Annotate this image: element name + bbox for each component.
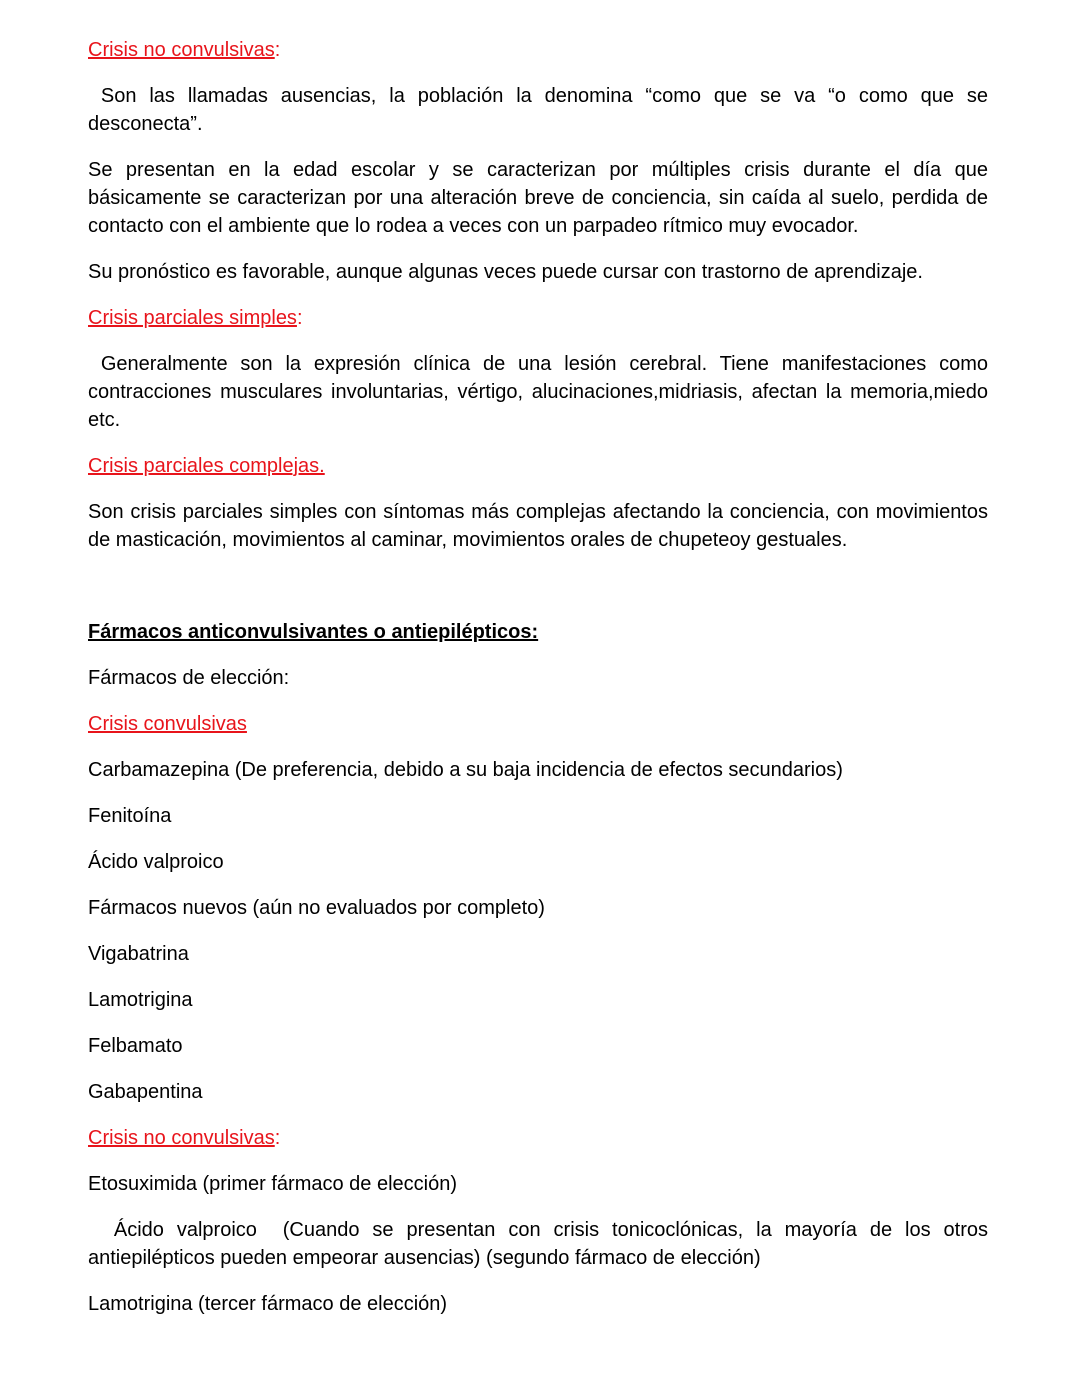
- paragraph: Son las llamadas ausencias, la población la denomina “como que se va “o como que se desconecta”.: [88, 85, 994, 135]
- list-item: Felbamato: [88, 1035, 183, 1057]
- list-item: Gabapentina: [88, 1081, 203, 1103]
- heading-crisis-parciales-simples: [88, 304, 988, 332]
- list-item: Fármacos nuevos (aún no evaluados por completo): [88, 897, 545, 919]
- heading-colon: :: [274, 1127, 281, 1149]
- list-item: Lamotrigina: [88, 989, 193, 1011]
- list-item: Etosuximida (primer fármaco de elección): [88, 1173, 458, 1195]
- list-item: Ácido valproico (Cuando se presentan con crisis tonicoclónicas, la mayoría de los otros antiepilépticos pueden empeorar ausencias) (segundo fármaco de elección): [88, 1219, 994, 1269]
- heading-text: Crisis convulsivas: [88, 713, 247, 735]
- document-page: [88, 36, 994, 1336]
- list-item: Ácido valproico: [88, 851, 224, 873]
- heading-crisis-convulsivas: [88, 710, 988, 738]
- list-item: Carbamazepina (De preferencia, debido a su baja incidencia de efectos secundarios): [88, 759, 843, 781]
- blank-line: [88, 572, 988, 600]
- heading-text: Crisis parciales complejas.: [88, 455, 325, 477]
- paragraph: Fármacos de elección:: [88, 667, 290, 689]
- list-item: Fenitoína: [88, 805, 172, 827]
- paragraph: Su pronóstico es favorable, aunque algunas veces puede cursar con trastorno de aprendizaje.: [88, 261, 923, 283]
- list-item: Lamotrigina (tercer fármaco de elección): [88, 1293, 448, 1315]
- heading-crisis-parciales-complejas: [88, 452, 988, 480]
- list-item: Vigabatrina: [88, 943, 189, 965]
- heading-colon: :: [296, 307, 303, 329]
- heading-crisis-no-convulsivas: [88, 36, 988, 64]
- heading-colon: :: [274, 39, 281, 61]
- heading-crisis-no-convulsivas-drugs: [88, 1124, 988, 1152]
- section-title: [88, 618, 988, 646]
- paragraph: Se presentan en la edad escolar y se caracterizan por múltiples crisis durante el día que básicamente se caracterizan por una alteración breve de conciencia, sin caída al suelo, perdida de contacto con el ambiente que lo rodea a veces con un parpadeo rítmico muy evocador.: [88, 159, 988, 237]
- section-title-text: Fármacos anticonvulsivantes o antiepilépticos:: [88, 621, 539, 643]
- heading-text: Crisis no convulsivas: [88, 1127, 275, 1149]
- paragraph: Generalmente son la expresión clínica de una lesión cerebral. Tiene manifestaciones como contracciones musculares involuntarias, vértigo, alucinaciones,midriasis, afectan la memoria,miedo etc.: [88, 353, 994, 431]
- heading-text: Crisis parciales simples: [88, 307, 297, 329]
- heading-text: Crisis no convulsivas: [88, 39, 275, 61]
- paragraph: Son crisis parciales simples con síntomas más complejas afectando la conciencia, con movimientos de masticación, movimientos al caminar, movimientos orales de chupeteoy gestuales.: [88, 501, 988, 551]
